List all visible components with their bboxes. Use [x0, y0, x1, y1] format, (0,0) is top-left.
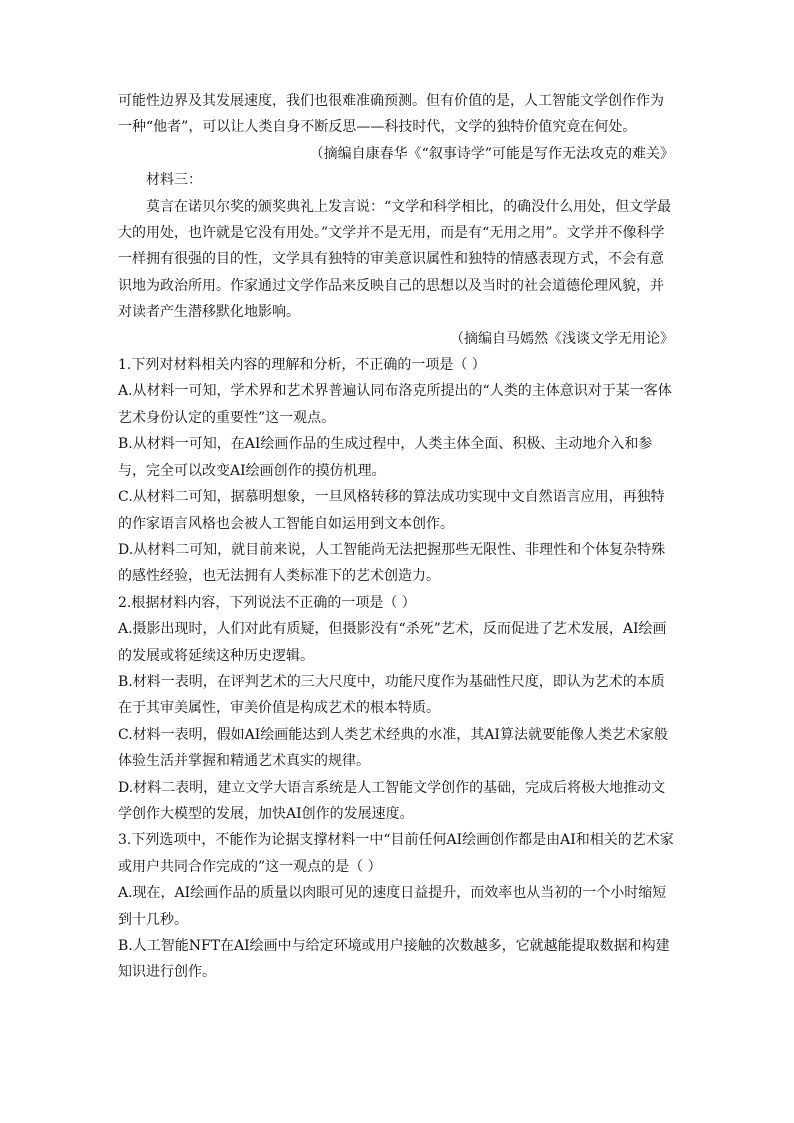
- question-2-option-c: C.材料一表明，假如AI绘画能达到人类艺术经典的水准，其AI算法就要能像人类艺术家般体验生活并掌握和精通艺术真实的规律。: [118, 726, 668, 770]
- material3-heading: 材料三：: [146, 172, 202, 189]
- intro-line-1: 可能性边界及其发展速度，我们也很难准确预测。但有价值的是，人工智能文学创作作为: [118, 93, 664, 109]
- question-2-option-d: D.材料二表明，建立文学大语言系统是人工智能文学创作的基础，完成后将极大地推动文学创作大模型的发展，加快AI创作的发展速度。: [118, 779, 666, 822]
- question-3-option-b: B.人工智能NFT在AI绘画中与给定环境或用户接触的次数越多，它就越能提取数据和构建知识进行创作。: [118, 938, 670, 981]
- question-1-stem: 1.下列对材料相关内容的理解和分析，不正确的一项是（ ）: [118, 357, 486, 374]
- question-3-stem: 3.下列选项中，不能作为论据支撑材料一中“目前任何AI绘画创作都是由AI和相关的艺术家或用户共同合作完成的”这一观点的是（ ）: [118, 832, 674, 875]
- material3-citation: （摘编自马嫣然《浅谈文学无用论》: [450, 330, 674, 347]
- intro-citation: （摘编自康春华《“叙事诗学”可能是写作无法攻克的难关》: [309, 145, 674, 162]
- question-2-option-a: A.摄影出现时，人们对此有质疑，但摄影没有“杀死”艺术，反而促进了艺术发展，AI绘画的发展或将延续这种历史逻辑。: [118, 621, 667, 664]
- question-1-option-c: C.从材料二可知，据慕明想象，一旦风格转移的算法成功实现中文自然语言应用，再独特的作家语言风格也会被人工智能自如运用到文本创作。: [118, 489, 665, 532]
- question-1-option-a: A.从材料一可知，学术界和艺术界普遍认同布洛克所提出的“人类的主体意识对于某一客体艺术身份认定的重要性”这一观点。: [118, 383, 672, 426]
- intro-line-2: 一种“他者”，可以让人类自身不断反思——科技时代，文学的独特价值究竟在何处。: [118, 119, 637, 136]
- question-1-option-d: D.从材料二可知，就目前来说，人工智能尚无法把握那些无限性、非理性和个体复杂特殊的感性经验，也无法拥有人类标准下的艺术创造力。: [118, 541, 666, 585]
- document-page: [118, 88, 674, 986]
- question-2-option-b: B.材料一表明，在评判艺术的三大尺度中，功能尺度作为基础性尺度，即认为艺术的本质在于其审美属性，审美价值是构成艺术的根本特质。: [118, 673, 665, 717]
- question-3-option-a: A.现在，AI绘画作品的质量以肉眼可见的速度日益提升，而效率也从当初的一个小时缩短到十几秒。: [118, 885, 667, 928]
- question-2-stem: 2.根据材料内容，下列说法不正确的一项是（ ）: [118, 594, 416, 611]
- question-1-option-b: B.从材料一可知，在AI绘画作品的生成过程中，人类主体全面、积极、主动地介入和参与，完全可以改变AI绘画创作的摸仿机理。: [118, 436, 653, 479]
- material3-body: 莫言在诺贝尔奖的颁奖典礼上发言说：“文学和科学相比，的确没什么用处，但文学最大的用处，也许就是它没有用处。”文学并不是无用，而是有“无用之用”。文学并不像科学一样拥有很强的目的性，文学具有独特的审美意识属性和独特的情感表现方式，不会有意识地为政治所用。作家通过文学作品来反映自己的思想以及当时的社会道德伦理风貌，并对读者产生潜移默化地影响。: [118, 198, 672, 321]
